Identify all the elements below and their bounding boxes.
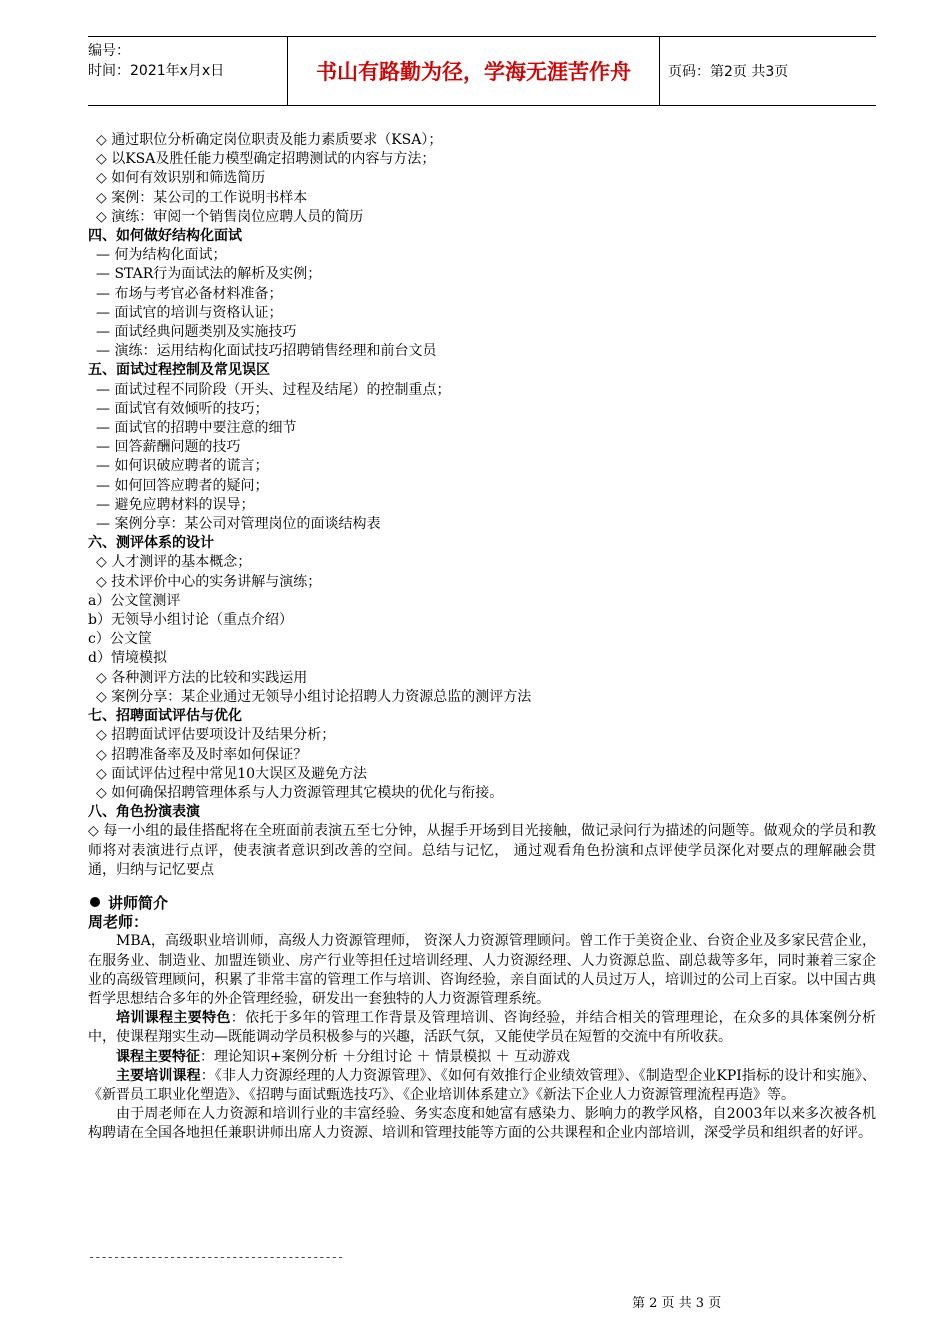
list-item: — 面试官的招聘中要注意的细节	[88, 419, 876, 438]
list-item: c）公文筐	[88, 631, 152, 648]
list-item: ◇ 演练：审阅一个销售岗位应聘人员的简历	[88, 208, 876, 227]
list-item: ◇ 招聘准备率及及时率如何保证？	[88, 746, 876, 765]
list-item: — 案例分享：某公司对管理岗位的面谈结构表	[88, 515, 876, 534]
section-heading: 六、测评体系的设计	[88, 535, 214, 552]
instructor-bio: MBA，高级职业培训师，高级人力资源管理师， 资深人力资源管理顾问。曾工作于美资企业、台资企业及多家民营企业，在服务业、制造业、加盟连锁业、房产行业等担任过培训经理、人力资源经理、人力资源总监、副总裁等多年，同时兼着三家企业的高级管理顾问，积累了非常丰富的管理工作与培训、咨询经验，亲自面试的人员过万人，培训过的公司上百家。以中国古典哲学思想结合多年的外企管理经验，研发出一套独特的人力资源管理系统。	[88, 933, 876, 1007]
list-item: ◇ 招聘面试评估要项设计及结果分析；	[88, 726, 876, 745]
list-item: — 演练：运用结构化面试技巧招聘销售经理和前台文员	[88, 342, 876, 361]
list-item: b）无领导小组讨论（重点介绍）	[88, 612, 293, 629]
outline-list	[88, 131, 876, 822]
list-item: — 何为结构化面试；	[88, 246, 876, 265]
list-item: ◇ 如何确保招聘管理体系与人力资源管理其它模块的优化与衔接。	[88, 784, 876, 803]
list-item: — 面试官的培训与资格认证；	[88, 304, 876, 323]
bullet-dot-icon	[90, 897, 100, 907]
list-item: ◇ 面试评估过程中常见10大误区及避免方法	[88, 765, 876, 784]
header-motto: 书山有路勤为径，学海无涯苦作舟	[288, 37, 660, 105]
list-item: ◇ 案例：某公司的工作说明书样本	[88, 189, 876, 208]
page-header	[88, 36, 876, 106]
main-courses-paragraph: 主要培训课程：《非人力资源经理的人力资源管理》、《如何有效推行企业绩效管理》、《制造型企业KPI指标的设计和实施》、《新晋员工职业化塑造》、《招聘与面试甄选技巧》、《企业培训体系建立》《新法下企业人力资源管理流程再造》等。	[88, 1067, 877, 1103]
list-item: — 面试经典问题类别及实施技巧	[88, 323, 876, 342]
footnote-separator: -----------------------------------------	[88, 1250, 344, 1264]
section-heading: 五、面试过程控制及常见误区	[88, 362, 270, 379]
list-item: ◇ 各种测评方法的比较和实践运用	[88, 669, 876, 688]
list-item: — 避免应聘材料的误导；	[88, 496, 876, 515]
roleplay-paragraph: ◇ 每一小组的最佳搭配将在全班面前表演五至七分钟，从握手开场到目光接触，做记录问行为描述的问题等。做观众的学员和教师将对表演进行点评，使表演者意识到改善的空间。总结与记忆， 通过观看角色扮演和点评使学员深化对要点的理解融会贯通，归纳与记忆要点	[88, 823, 876, 878]
list-item: ◇ 人才测评的基本概念；	[88, 553, 876, 572]
section-heading: 四、如何做好结构化面试	[88, 228, 242, 245]
list-item: a）公文筐测评	[88, 592, 181, 609]
page-footer: 第 2 页 共 3 页	[632, 1296, 722, 1311]
section-heading: 八、角色扮演表演	[88, 804, 200, 821]
instructor-name: 周老师：	[88, 913, 149, 932]
header-meta	[88, 37, 288, 105]
section-heading: 七、招聘面试评估与优化	[88, 708, 242, 725]
header-page-info: 页码：第2页 共3页	[668, 64, 789, 80]
list-item: — 如何回答应聘者的疑问；	[88, 477, 876, 496]
list-item: — 面试过程不同阶段（开头、过程及结尾）的控制重点；	[88, 381, 876, 400]
feature-paragraph: 培训课程主要特色：依托于多年的管理工作背景及管理培训、咨询经验，并结合相关的管理理论，在众多的具体案例分析中，使课程翔实生动—既能调动学员积极参与的兴趣，活跃气氛，又能使学员在短暂的交流中有所收获。	[88, 1010, 877, 1046]
list-item: ◇ 以KSA及胜任能力模型确定招聘测试的内容与方法；	[88, 150, 876, 169]
list-item: — 布场与考官必备材料准备；	[88, 285, 876, 304]
list-item: ◇ 如何有效识别和筛选简历	[88, 169, 876, 188]
course-paragraph: 课程主要特征：理论知识+案例分析 ＋分组讨论 ＋ 情景模拟 ＋ 互动游戏	[116, 1048, 570, 1065]
list-item: ◇ 技术评价中心的实务讲解与演练；	[88, 573, 876, 592]
number-label: 编号：	[88, 43, 130, 59]
time-label: 时间：2021年x月x日	[88, 63, 225, 79]
list-item: — 回答薪酬问题的技巧	[88, 438, 876, 457]
closing-paragraph: 由于周老师在人力资源和培训行业的丰富经验、务实态度和她富有感染力、影响力的教学风格，自2003年以来多次被各机构聘请在全国各地担任兼职讲师出席人力资源、培训和管理技能等方面的公共课程和企业内部培训，深受学员和组织者的好评。	[88, 1106, 876, 1142]
list-item: d）情境模拟	[88, 650, 167, 667]
list-item: — 面试官有效倾听的技巧；	[88, 400, 876, 419]
list-item: — 如何识破应聘者的谎言；	[88, 457, 876, 476]
instructor-section-title: 讲师简介	[88, 894, 876, 913]
document-body	[88, 131, 876, 1144]
list-item: — STAR行为面试法的解析及实例；	[88, 265, 876, 284]
list-item: ◇ 通过职位分析确定岗位职责及能力素质要求（KSA）；	[88, 131, 876, 150]
list-item: ◇ 案例分享：某企业通过无领导小组讨论招聘人力资源总监的测评方法	[88, 688, 876, 707]
